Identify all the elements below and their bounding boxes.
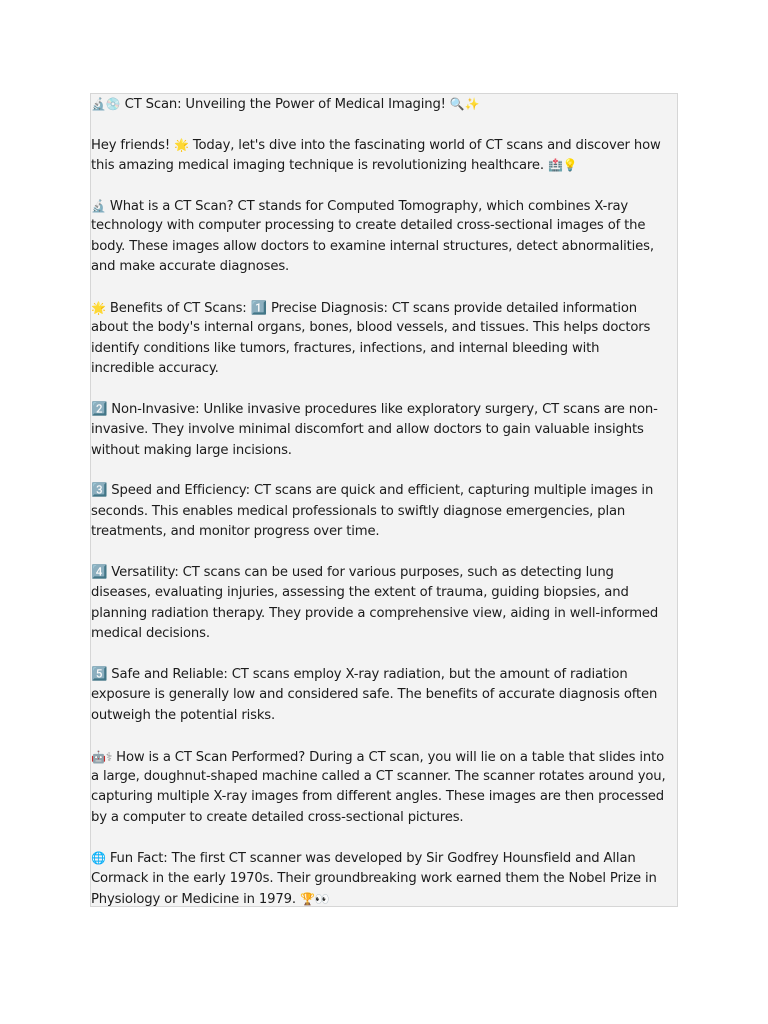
text-line [91,869,679,889]
text-segment: medical decisions. [91,626,210,642]
paragraph-how-performed [91,747,679,829]
paragraph-intro [91,135,679,176]
emoji-icon: 🌐 [91,851,106,866]
text-segment: treatments, and monitor progress over time. [91,524,380,540]
emoji-icon: 🔬💿 [91,97,121,111]
text-line [91,848,679,868]
text-segment: outweigh the potential risks. [91,707,276,723]
paragraph-fun-fact [91,848,679,909]
text-line [91,685,679,705]
text-line [91,481,679,501]
text-line [91,522,679,542]
text-segment: and make accurate diagnoses. [91,259,290,275]
emoji-icon: 🤖⚕ [91,749,113,764]
text-segment: incredible accuracy. [91,361,219,377]
text-segment: Benefits of CT Scans: 1️⃣ Precise Diagnosis: CT scans provide detailed information [105,300,637,316]
text-segment: diseases, evaluating injuries, assessing the extent of trauma, guiding biopsies, and [91,585,629,601]
text-line [91,787,679,807]
text-line [91,420,679,440]
text-segment: capturing multiple X-ray images from different angles. These images are then processed [91,789,664,805]
paragraph-benefit-2 [91,400,679,461]
text-segment: Cormack in the early 1970s. Their groundbreaking work earned them the Nobel Prize in [91,870,657,886]
text-segment: identify conditions like tumors, fractures, infections, and internal bleeding with [91,340,600,356]
text-segment: CT Scan: Unveiling the Power of Medical Imaging! [120,97,450,112]
emoji-icon: 🌟 [174,137,189,152]
text-segment: How is a CT Scan Performed? During a CT scan, you will lie on a table that slides into [112,749,665,765]
text-segment: 2️⃣ Non-Invasive: Unlike invasive procedures like exploratory surgery, CT scans are non- [91,401,658,417]
text-segment: about the body's internal organs, bones, blood vessels, and tissues. This helps doctors [91,320,651,336]
text-line [91,563,679,583]
text-segment: 4️⃣ Versatility: CT scans can be used for various purposes, such as detecting lung [91,564,614,580]
text-line [91,196,679,216]
text-segment: Today, let's dive into the fascinating world of CT scans and discover how [188,137,661,153]
text-line [91,624,679,644]
text-line [91,339,679,359]
emoji-icon: 🏥💡 [547,158,578,173]
text-line [91,216,679,236]
text-segment: invasive. They involve minimal discomfort and allow doctors to gain valuable insights [91,422,644,438]
emoji-icon: 🔍✨ [449,97,480,111]
text-segment: Fun Fact: The first CT scanner was developed by Sir Godfrey Hounsfield and Allan [105,851,636,867]
text-segment: a large, doughnut-shaped machine called a CT scanner. The scanner rotates around you, [91,768,666,784]
text-line [91,583,679,603]
text-line [91,502,679,522]
text-segment: Hey friends! [91,137,174,153]
text-segment: by a computer to create detailed cross-sectional pictures. [91,809,464,825]
text-segment: planning radiation therapy. They provide a comprehensive view, aiding in well-informed [91,605,659,621]
emoji-icon: 🔬 [91,198,106,213]
paragraph-what-is [91,196,679,278]
text-line [91,318,679,338]
text-line [91,237,679,257]
paragraph-benefit-3 [91,481,679,542]
text-line [91,94,679,114]
text-line [91,441,679,461]
text-line [91,298,679,318]
emoji-icon: 🌟 [91,300,106,315]
text-segment: 5️⃣ Safe and Reliable: CT scans employ X-ray radiation, but the amount of radiation [91,666,628,682]
text-line [91,706,679,726]
document-body [91,94,679,910]
text-line [91,359,679,379]
text-line [91,889,679,909]
text-line [91,665,679,685]
text-line [91,747,679,767]
text-line [91,135,679,155]
text-segment: exposure is generally low and considered safe. The benefits of accurate diagnosis often [91,687,658,703]
emoji-icon: 🏆👀 [299,892,330,907]
text-segment: seconds. This enables medical professionals to swiftly diagnose emergencies, plan [91,503,626,519]
text-line [91,400,679,420]
document-page [90,93,678,907]
text-line [91,604,679,624]
paragraph-benefit-1 [91,298,679,380]
text-line [91,808,679,828]
text-segment: this amazing medical imaging technique is revolutionizing healthcare. [91,158,548,174]
text-segment: without making large incisions. [91,442,292,458]
text-segment: body. These images allow doctors to examine internal structures, detect abnormalities, [91,238,654,254]
text-segment: 3️⃣ Speed and Efficiency: CT scans are quick and efficient, capturing multiple images in [91,483,654,499]
paragraph-benefit-5 [91,665,679,726]
text-line [91,767,679,787]
text-segment: technology with computer processing to create detailed cross-sectional images of the [91,218,646,234]
text-segment: What is a CT Scan? CT stands for Computed Tomography, which combines X-ray [105,198,629,214]
text-line [91,155,679,175]
text-line [91,257,679,277]
text-segment: Physiology or Medicine in 1979. [91,892,300,908]
paragraph-title [91,94,679,114]
paragraph-benefit-4 [91,563,679,645]
